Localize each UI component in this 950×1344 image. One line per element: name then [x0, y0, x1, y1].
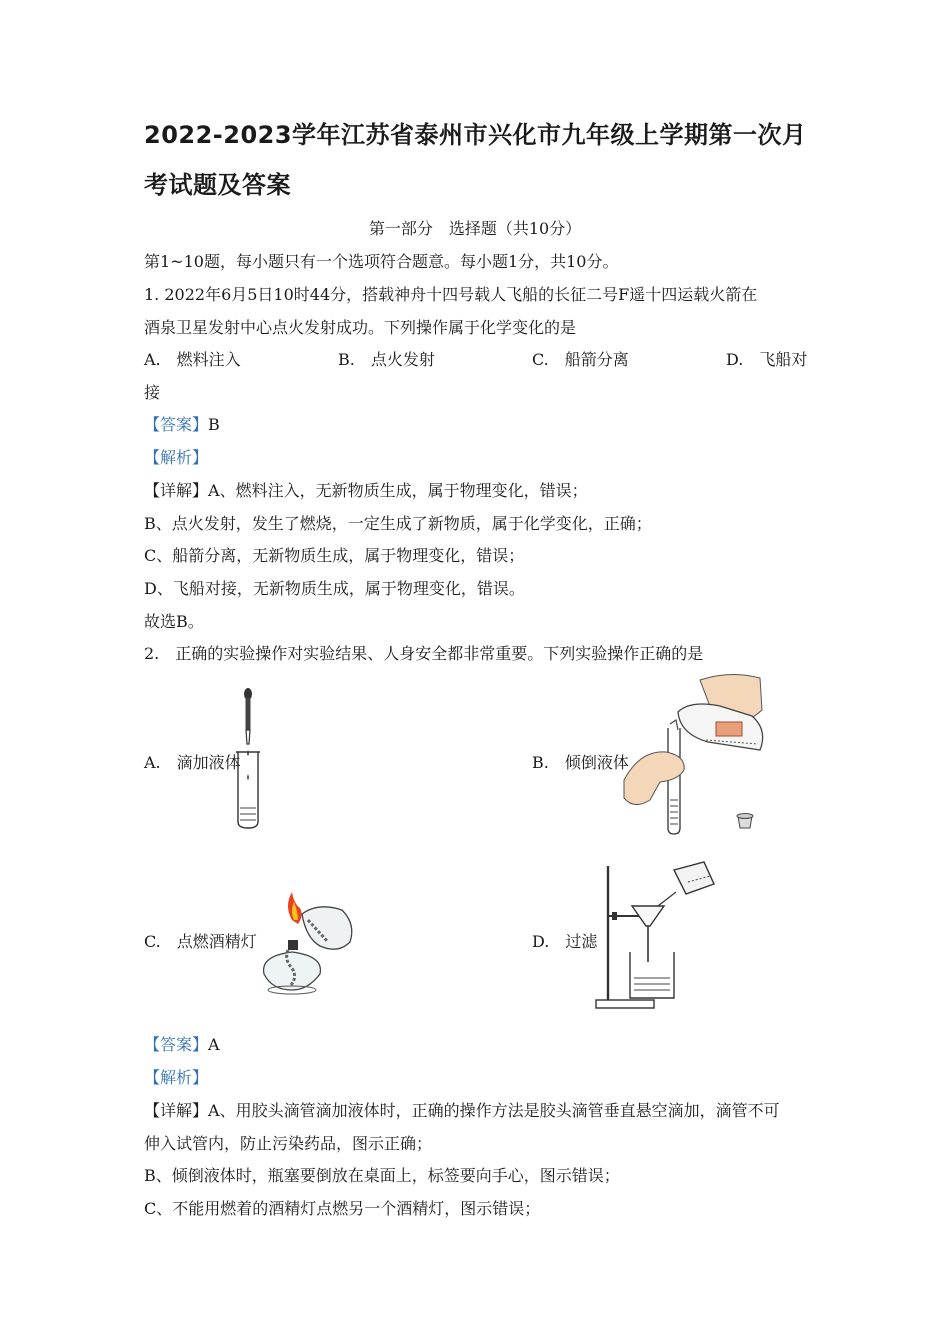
q2-option-b: B. 倾倒液体	[532, 753, 629, 772]
q2-option-d: D. 过滤	[532, 932, 598, 951]
q1-stem-line1: 1. 2022年6月5日10时44分，搭载神舟十四号载人飞船的长征二号F遥十四运载火箭在	[144, 285, 758, 304]
q1-detail-c: C、船箭分离，无新物质生成，属于物理变化，错误；	[144, 546, 525, 565]
q1-detail-a	[144, 478, 588, 501]
q1-conclusion: 故选B。	[144, 612, 204, 631]
detail-tag: 【详解】	[144, 481, 209, 500]
q1-option-d: D. 飞船对	[726, 350, 808, 369]
q1-detail-b: B、点火发射，发生了燃烧，一定生成了新物质，属于化学变化，正确；	[144, 514, 652, 533]
dropper-test-tube-icon	[228, 686, 268, 832]
detail-text: A、用胶头滴管滴加液体时，正确的操作方法是胶头滴管垂直悬空滴加，滴管不可	[208, 1101, 780, 1120]
q1-option-a: A. 燃料注入	[144, 350, 241, 369]
q2-detail-line2: 伸入试管内，防止污染药品，图示正确；	[144, 1134, 433, 1153]
answer-tag: 【答案】	[144, 1035, 209, 1054]
q1-option-wrap: 接	[144, 383, 161, 402]
detail-text: A、燃料注入，无新物质生成，属于物理变化，错误；	[208, 481, 588, 500]
q1-option-c: C. 船箭分离	[532, 350, 629, 369]
q2-answer	[144, 1032, 220, 1055]
answer-value: A	[208, 1035, 220, 1054]
answer-tag: 【答案】	[144, 415, 209, 434]
detail-tag: 【详解】	[144, 1101, 209, 1120]
q1-answer	[144, 412, 220, 435]
pouring-liquid-icon	[620, 670, 770, 836]
q1-detail-d: D、飞船对接，无新物质生成，属于物理变化，错误。	[144, 579, 525, 598]
q2-option-c: C. 点燃酒精灯	[144, 932, 257, 951]
q2-stem: 2. 正确的实验操作对实验结果、人身安全都非常重要。下列实验操作正确的是	[144, 644, 704, 663]
section-heading: 第一部分 选择题（共10分）	[368, 219, 582, 238]
q1-analysis-tag: 【解析】	[144, 448, 209, 467]
q2-option-a: A. 滴加液体	[144, 753, 241, 772]
q2-analysis-tag: 【解析】	[144, 1068, 209, 1087]
q2-detail-line1	[144, 1098, 780, 1121]
q2-detail-c: C、不能用燃着的酒精灯点燃另一个酒精灯，图示错误；	[144, 1199, 541, 1218]
alcohol-lamp-icon	[258, 890, 358, 998]
filtration-apparatus-icon	[592, 858, 724, 1014]
instructions: 第1~10题，每小题只有一个选项符合题意。每小题1分，共10分。	[144, 252, 619, 271]
answer-value: B	[208, 415, 220, 434]
q1-stem-line2: 酒泉卫星发射中心点火发射成功。下列操作属于化学变化的是	[144, 318, 577, 337]
q2-detail-b: B、倾倒液体时，瓶塞要倒放在桌面上，标签要向手心，图示错误；	[144, 1166, 620, 1185]
page-title: 2022-2023学年江苏省泰州市兴化市九年级上学期第一次月考试题及答案	[144, 121, 807, 199]
q1-option-b: B. 点火发射	[338, 350, 435, 369]
